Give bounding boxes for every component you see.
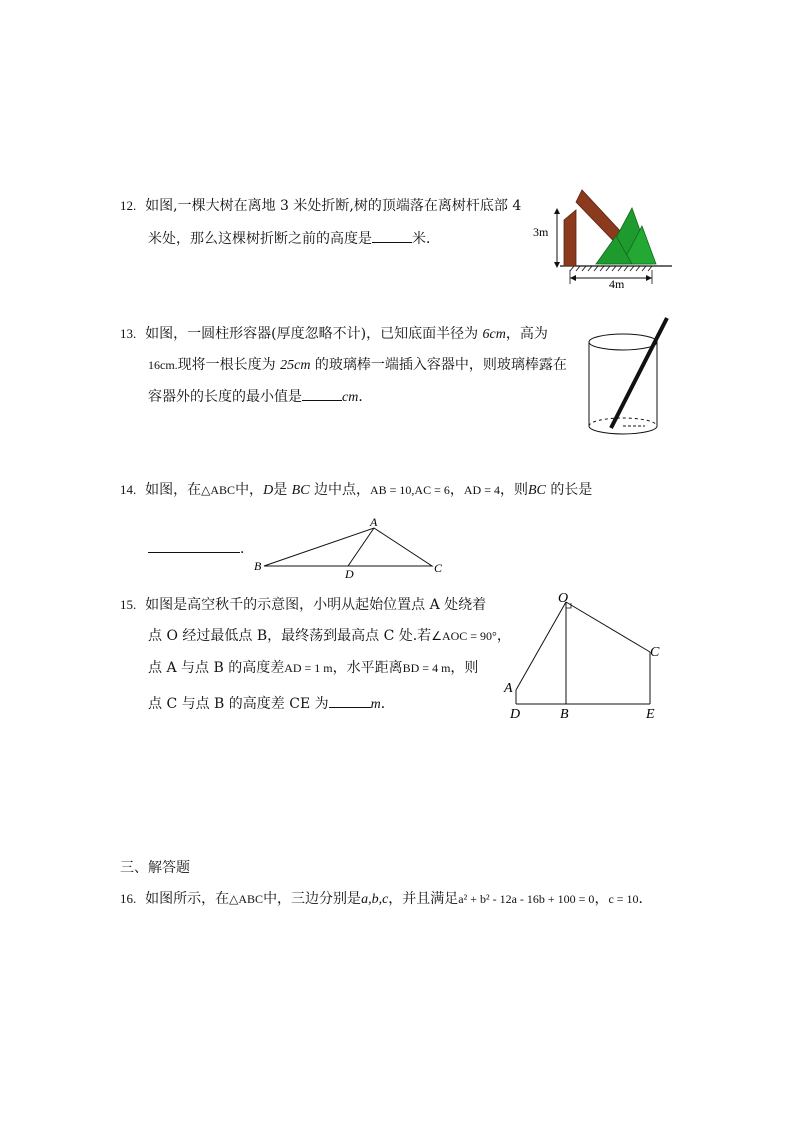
problem-12-line2 bbox=[148, 228, 440, 249]
label-e: E bbox=[646, 707, 655, 722]
angle-aoc: ∠AOC = 90° bbox=[431, 629, 497, 643]
problem-text: 现将一根长度为 bbox=[177, 357, 276, 373]
problem-13-line2 bbox=[148, 355, 567, 376]
label-a: A bbox=[370, 515, 378, 529]
problem-text: 中，三边分别是 bbox=[263, 891, 362, 907]
unit: m bbox=[370, 697, 381, 712]
problem-text: ，则 bbox=[499, 482, 528, 498]
rod-length: 25cm bbox=[280, 358, 311, 373]
given-c: c = 10 bbox=[608, 892, 639, 906]
problem-text: 点 O 经过最低点 B，最终荡到最高点 C 处.若 bbox=[148, 628, 432, 644]
comma: ， bbox=[449, 482, 464, 498]
triangle-label: △ABC bbox=[229, 892, 264, 906]
label-o: O bbox=[558, 591, 569, 606]
problem-text: 点 A 与点 B 的高度差 bbox=[148, 660, 285, 676]
label-d: D bbox=[510, 707, 521, 722]
problem-text: 如图，在 bbox=[145, 482, 202, 498]
label-c: C bbox=[650, 645, 660, 660]
comma: ， bbox=[594, 891, 609, 907]
problem-12-line1 bbox=[120, 196, 521, 216]
problem-text: 是 bbox=[273, 482, 288, 498]
problem-15-line4 bbox=[148, 693, 395, 715]
problem-13-line3 bbox=[148, 386, 372, 408]
triangle-label: △ABC bbox=[201, 483, 236, 497]
problem-number: 13. bbox=[120, 326, 137, 341]
period: ． bbox=[380, 696, 395, 712]
period: ． bbox=[240, 541, 254, 557]
problem-text: 如图是高空秋千的示意图，小明从起始位置点 A 处绕着 bbox=[145, 597, 487, 613]
period: ． bbox=[358, 389, 373, 405]
answer-blank[interactable] bbox=[302, 386, 342, 401]
problem-14-line2 bbox=[148, 538, 254, 559]
equation: a² + b² - 12a - 16b + 100 = 0 bbox=[458, 892, 595, 906]
label-c: C bbox=[434, 561, 443, 575]
answer-blank[interactable] bbox=[372, 228, 412, 243]
segment-bc: BC bbox=[527, 483, 546, 498]
triangle-abc-figure bbox=[252, 514, 448, 580]
problem-text: 中， bbox=[235, 482, 264, 498]
problem-number: 15. bbox=[120, 597, 137, 612]
problem-text: 如图所示，在 bbox=[145, 891, 230, 907]
problem-16 bbox=[120, 889, 653, 910]
label-b: B bbox=[560, 707, 569, 722]
label-a: A bbox=[504, 681, 513, 696]
problem-text: ，水平距离 bbox=[332, 660, 403, 676]
tree-figure bbox=[530, 186, 676, 290]
given-lengths: AB = 10,AC = 6 bbox=[369, 483, 450, 497]
segment-bc: BC bbox=[291, 483, 310, 498]
problem-text: 如图，一圆柱形容器(厚度忽略不计)，已知底面半径为 bbox=[145, 326, 479, 342]
label-d: D bbox=[345, 567, 354, 580]
problem-15-line2 bbox=[148, 626, 511, 646]
cylinder-figure bbox=[585, 314, 675, 440]
base-label: 4m bbox=[609, 277, 625, 290]
swing-figure bbox=[500, 586, 670, 726]
problem-13-line1 bbox=[120, 324, 548, 345]
side-names: a,b,c bbox=[361, 892, 389, 907]
point-d: D bbox=[263, 483, 274, 498]
problem-text: 容器外的长度的最小值是 bbox=[148, 389, 302, 405]
problem-number: 14. bbox=[120, 482, 137, 497]
period: ． bbox=[638, 891, 653, 907]
given-ad: AD = 1 m bbox=[284, 661, 333, 675]
problem-text: 米． bbox=[412, 231, 440, 247]
problem-15-line1 bbox=[120, 595, 486, 615]
answer-blank[interactable] bbox=[148, 538, 240, 553]
height-value: 16cm. bbox=[148, 358, 178, 372]
problem-text: 如图,一棵大树在离地 3 米处折断,树的顶端落在离树杆底部 4 bbox=[145, 198, 522, 214]
problem-15-line3 bbox=[148, 658, 478, 678]
problem-text: ，高为 bbox=[505, 326, 548, 342]
unit: cm bbox=[342, 390, 359, 405]
radius-value: 6cm bbox=[482, 327, 506, 342]
problem-text: 点 C 与点 B 的高度差 CE 为 bbox=[148, 696, 329, 712]
problem-text: 的玻璃棒一端插入容器中，则玻璃棒露在 bbox=[314, 357, 567, 373]
comma: ， bbox=[496, 628, 511, 644]
answer-blank[interactable] bbox=[329, 693, 371, 708]
problem-text: 米处，那么这棵树折断之前的高度是 bbox=[148, 231, 372, 247]
problem-text: 边中点， bbox=[313, 482, 370, 498]
given-bd: BD = 4 m bbox=[402, 661, 451, 675]
problem-text: 的长是 bbox=[550, 482, 593, 498]
problem-number: 16. bbox=[120, 891, 137, 906]
problem-14-line1 bbox=[120, 480, 592, 501]
given-ad: AD = 4 bbox=[463, 483, 500, 497]
problem-number: 12. bbox=[120, 198, 137, 213]
height-label: 3m bbox=[533, 225, 549, 239]
section-title: 三、解答题 bbox=[120, 860, 190, 876]
problem-text: ，并且满足 bbox=[388, 891, 459, 907]
problem-text: ，则 bbox=[450, 660, 479, 676]
label-b: B bbox=[254, 559, 262, 573]
